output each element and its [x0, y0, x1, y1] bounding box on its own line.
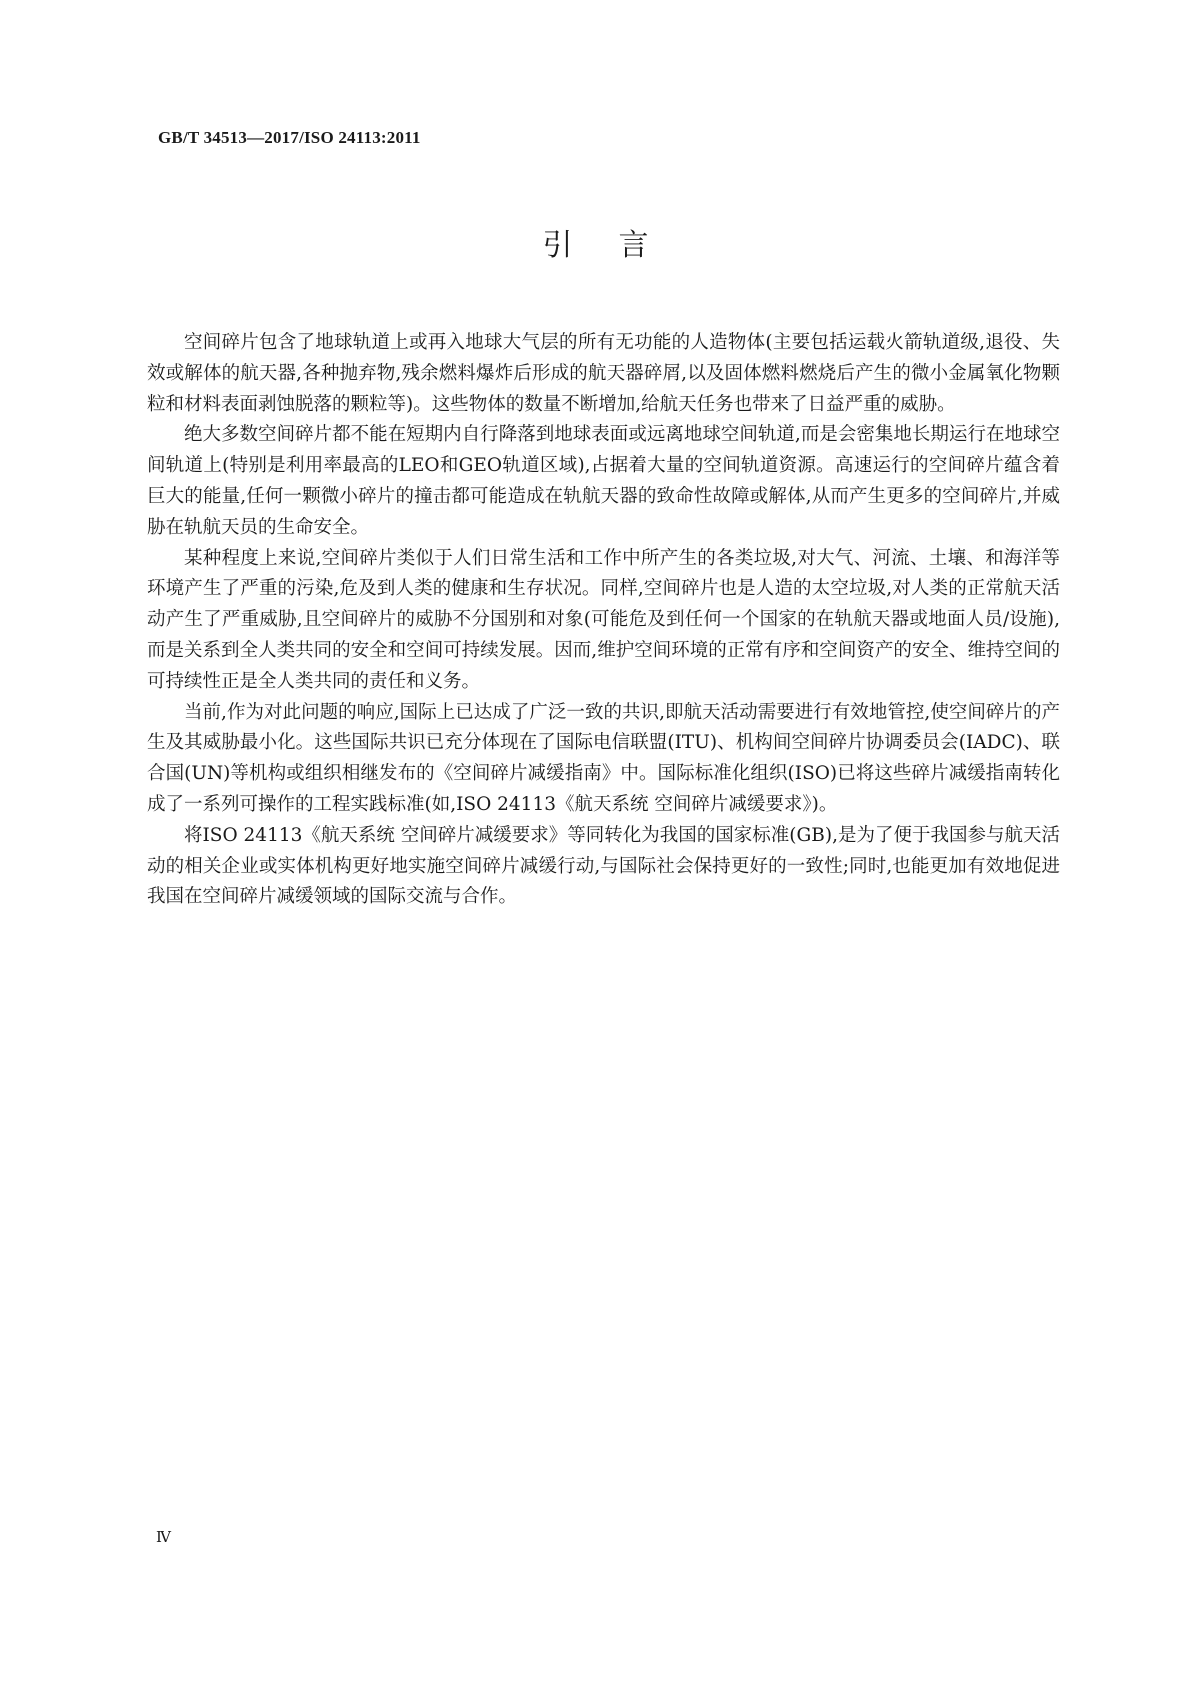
- standard-number-header: GB/T 34513—2017/ISO 24113:2011: [158, 128, 421, 147]
- paragraph: 将ISO 24113《航天系统 空间碎片减缓要求》等同转化为我国的国家标准(GB),是为了便于我国参与航天活动的相关企业或实体机构更好地实施空间碎片减缓行动,与国际社会保持更好的一致性;同时,也能更加有效地促进我国在空间碎片减缓领域的国际交流与合作。: [147, 824, 1060, 908]
- introduction-body: [147, 328, 1060, 913]
- paragraph: 空间碎片包含了地球轨道上或再入地球大气层的所有无功能的人造物体(主要包括运载火箭轨道级,退役、失效或解体的航天器,各种抛弃物,残余燃料爆炸后形成的航天器碎屑,以及固体燃料燃烧后产生的微小金属氧化物颗粒和材料表面剥蚀脱落的颗粒等)。这些物体的数量不断增加,给航天任务也带来了日益严重的威胁。: [147, 332, 1060, 415]
- section-title: 引言: [542, 228, 695, 263]
- page-number: Ⅳ: [156, 1530, 171, 1546]
- paragraph: 当前,作为对此问题的响应,国际上已达成了广泛一致的共识,即航天活动需要进行有效地管控,使空间碎片的产生及其威胁最小化。这些国际共识已充分体现在了国际电信联盟(ITU)、机构间空间碎片协调委员会(IADC)、联合国(UN)等机构或组织相继发布的《空间碎片减缓指南》中。国际标准化组织(ISO)已将这些碎片减缓指南转化成了一系列可操作的工程实践标准(如,ISO 24113《航天系统 空间碎片减缓要求》)。: [147, 701, 1060, 815]
- paragraph: 某种程度上来说,空间碎片类似于人们日常生活和工作中所产生的各类垃圾,对大气、河流、土壤、和海洋等环境产生了严重的污染,危及到人类的健康和生存状况。同样,空间碎片也是人造的太空垃圾,对人类的正常航天活动产生了严重威胁,且空间碎片的威胁不分国别和对象(可能危及到任何一个国家的在轨航天器或地面人员/设施),而是关系到全人类共同的安全和空间可持续发展。因而,维护空间环境的正常有序和空间资产的安全、维持空间的可持续性正是全人类共同的责任和义务。: [147, 547, 1060, 692]
- paragraph: 绝大多数空间碎片都不能在短期内自行降落到地球表面或远离地球空间轨道,而是会密集地长期运行在地球空间轨道上(特别是利用率最高的LEO和GEO轨道区域),占据着大量的空间轨道资源。高速运行的空间碎片蕴含着巨大的能量,任何一颗微小碎片的撞击都可能造成在轨航天器的致命性故障或解体,从而产生更多的空间碎片,并威胁在轨航天员的生命安全。: [147, 424, 1060, 538]
